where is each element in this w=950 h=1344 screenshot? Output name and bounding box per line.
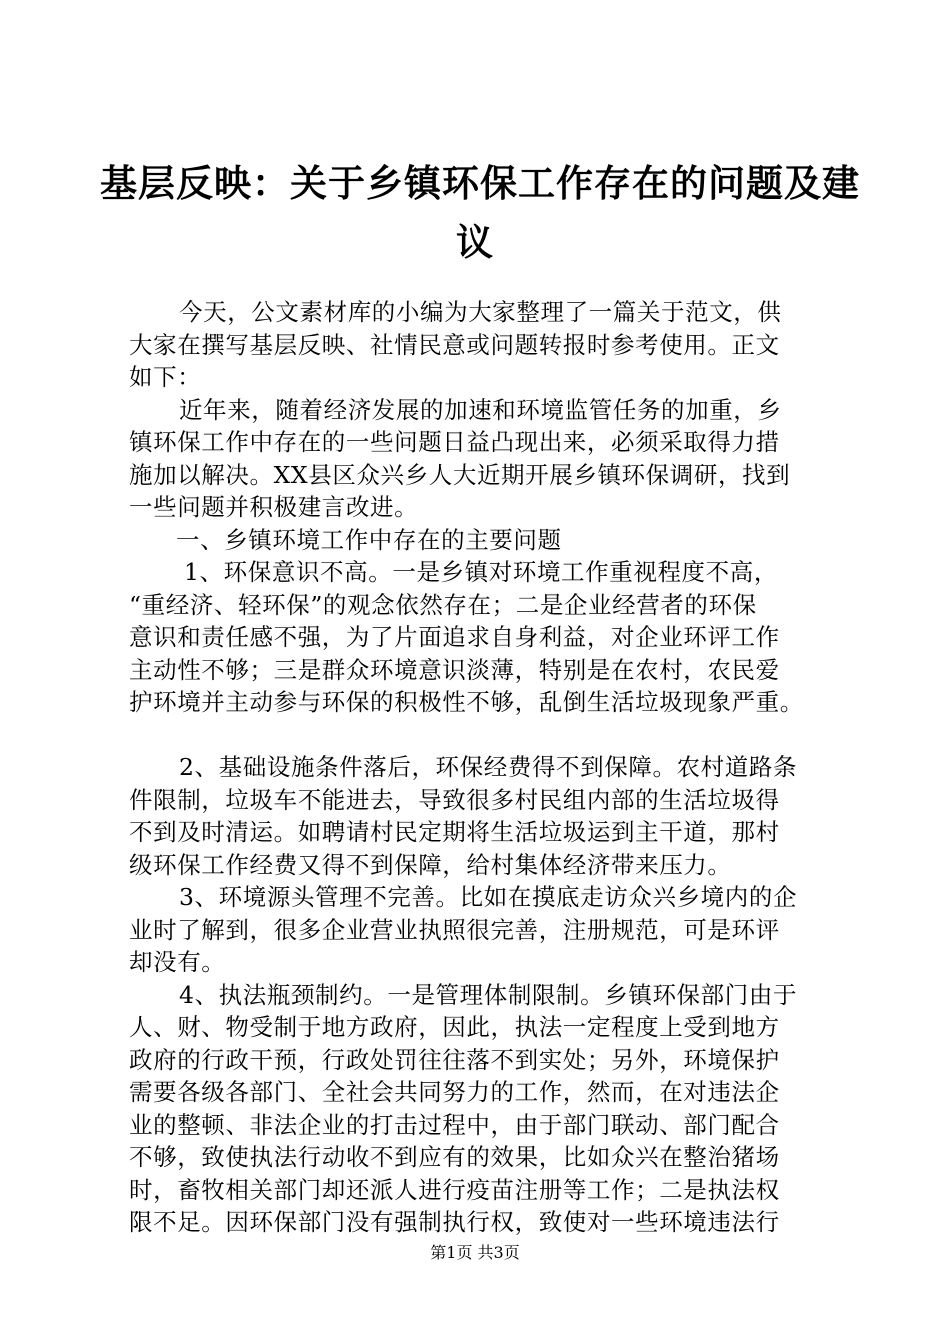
body-line: 2、基础设施条件落后，环保经费得不到保障。农村道路条 [179,753,798,781]
body-line: 一些问题并积极建言改进。 [129,493,419,521]
body-line: 施加以解决。XX县区众兴乡人大近期开展乡镇环保调研，找到 [129,460,791,489]
page-footer: 第1页 共3页 [430,1243,520,1262]
body-line: 政府的行政干预，行政处罚往往落不到实处；另外，环境保护 [129,1045,780,1074]
document-body [129,296,851,1239]
body-line: 不够，致使执法行动收不到应有的效果，比如众兴在整治猪场 [129,1143,780,1171]
body-line: 人、财、物受制于地方政府，因此，执法一定程度上受到地方 [129,1013,780,1041]
body-line: 主动性不够；三是群众环境意识淡薄，特别是在农村，农民爱 [129,655,780,684]
body-line: 如下： [129,363,202,391]
body-line: 需要各级各部门、全社会共同努力的工作，然而，在对违法企 [129,1078,780,1106]
body-line: 镇环保工作中存在的一些问题日益凸现出来，必须采取得力措 [129,428,780,456]
body-line: 级环保工作经费又得不到保障，给村集体经济带来压力。 [129,850,732,879]
body-line: 时，畜牧相关部门却还派人进行疫苗注册等工作；二是执法权 [129,1175,780,1204]
body-line: 件限制，垃圾车不能进去，导致很多村民组内部的生活垃圾得 [129,785,780,814]
body-line: “重经济、轻环保”的观念依然存在；二是企业经营者的环保 [129,590,757,619]
body-line: 1、环保意识不高。一是乡镇对环境工作重视程度不高， [184,558,778,586]
body-line: 限不足。因环保部门没有强制执行权，致使对一些环境违法行 [129,1208,780,1236]
body-line: 业时了解到，很多企业营业执照很完善，注册规范，可是环评 [129,915,780,944]
body-line: 4、执法瓶颈制约。一是管理体制限制。乡镇环保部门由于 [179,980,798,1009]
body-line: 一、乡镇环境工作中存在的主要问题 [176,525,562,554]
body-line: 今天，公文素材库的小编为大家整理了一篇关于范文，供 [179,298,782,326]
blank-line [129,719,851,752]
body-line: 却没有。 [129,948,226,976]
body-line: 3、环境源头管理不完善。比如在摸底走访众兴乡境内的企 [179,883,798,911]
body-line: 大家在撰写基层反映、社情民意或问题转报时参考使用。正文 [129,330,780,359]
body-line: 近年来，随着经济发展的加速和环境监管任务的加重，乡 [179,395,782,424]
document-title-line-2: 议 [456,221,494,264]
body-line: 护环境并主动参与环保的积极性不够，乱倒生活垃圾现象严重。 [129,688,804,716]
body-line: 意识和责任感不强，为了片面追求自身利益，对企业环评工作 [129,623,780,651]
body-line: 业的整顿、非法企业的打击过程中，由于部门联动、部门配合 [129,1110,780,1139]
document-title-line-1: 基层反映：关于乡镇环保工作存在的问题及建 [100,162,860,205]
body-line: 不到及时清运。如聘请村民定期将生活垃圾运到主干道，那村 [129,818,780,846]
